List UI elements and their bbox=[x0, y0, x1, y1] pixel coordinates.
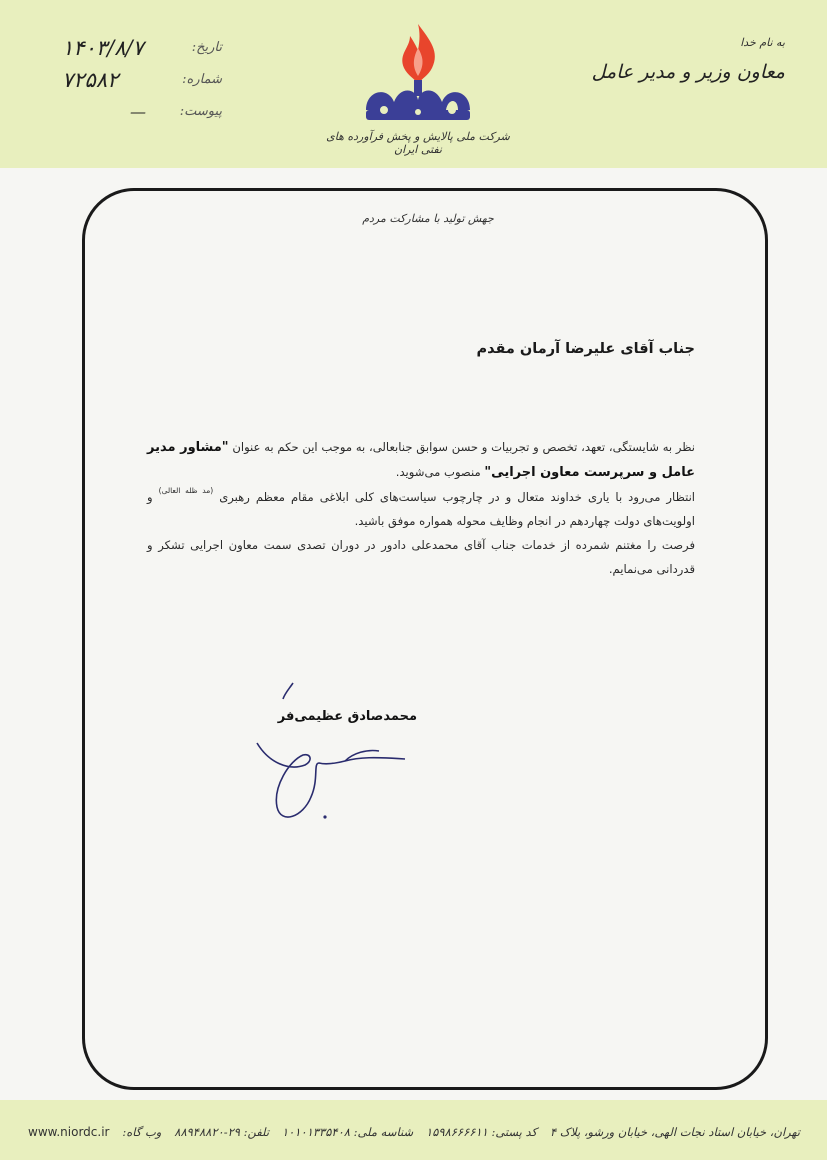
company-name: شرکت ملی پالایش و پخش فرآورده های نفتی ایران bbox=[326, 130, 510, 156]
footer-phone: تلفن: ۲۹-۸۸۹۴۸۸۲۰ bbox=[174, 1125, 270, 1139]
niordc-flame-logo-icon bbox=[358, 18, 478, 126]
paragraph-3: فرصت را مغتنم شمرده از خدمات جناب آقای محمدعلی دادور در دوران تصدی سمت معاون اجرایی تشکر و قدردانی می‌نمایم. bbox=[147, 538, 695, 576]
date-label: تاریخ: bbox=[191, 40, 222, 55]
recipient-line: جناب آقای علیرضا آرمان مقدم bbox=[476, 341, 695, 357]
letterhead-footer bbox=[0, 1100, 827, 1160]
paragraph-2-end: و اولویت‌های دولت چهاردهم در انجام وظایف محوله همواره موفق باشید. bbox=[147, 490, 695, 528]
footer-website-link[interactable]: www.niordc.ir bbox=[28, 1125, 110, 1139]
footer-contact-line bbox=[28, 1120, 800, 1144]
bismillah-text: به نام خدا bbox=[740, 36, 785, 49]
paragraph-1-intro: نظر به شایستگی، تعهد، تخصص و تجربیات و حسن سوابق جنابعالی، به موجب این حکم به عنوان bbox=[232, 440, 695, 454]
letter-frame bbox=[82, 188, 768, 1090]
paragraph-2-intro: انتظار می‌رود با یاری خداوند متعال و در چارچوب سیاست‌های کلی ابلاغی مقام معظم رهبری bbox=[219, 490, 696, 504]
attachment-label: پیوست: bbox=[179, 104, 222, 119]
office-title: معاون وزیر و مدیر عامل bbox=[591, 61, 785, 83]
year-slogan: جهش تولید با مشارکت مردم bbox=[362, 212, 494, 225]
handwritten-signature-icon bbox=[249, 679, 429, 829]
letter-meta-block bbox=[62, 36, 222, 132]
number-row bbox=[62, 68, 222, 100]
appointment-title: "مشاور مدیر عامل و سرپرست معاون اجرایی" bbox=[147, 440, 695, 480]
attachment-row bbox=[62, 100, 222, 132]
company-logo-block bbox=[318, 18, 518, 158]
footer-address: تهران، خیابان استاد نجات الهی، خیابان ورشو، پلاک ۴ bbox=[549, 1125, 800, 1139]
footer-website-label: وب گاه: bbox=[122, 1125, 162, 1139]
letterhead-header bbox=[0, 0, 827, 168]
attachment-value: — bbox=[130, 102, 146, 121]
paragraph-2 bbox=[147, 485, 695, 533]
date-value: ۱۴۰۳/۸/۷ bbox=[62, 36, 144, 60]
letter-body bbox=[147, 435, 695, 581]
date-row bbox=[62, 36, 222, 68]
signer-name: محمدصادق عظیمی‌فر bbox=[277, 709, 417, 724]
letterhead-title-block bbox=[585, 36, 785, 83]
number-value: ۷۲۵۸۲ bbox=[62, 68, 119, 92]
honorific-superscript: (مد ظله العالی) bbox=[158, 486, 214, 495]
footer-national-id: شناسه ملی: ۱۰۱۰۱۳۳۵۴۰۸ bbox=[281, 1125, 414, 1139]
footer-postal-code: کد پستی: ۱۵۹۸۶۶۶۶۱۱ bbox=[426, 1125, 538, 1139]
number-label: شماره: bbox=[182, 72, 222, 87]
paragraph-1 bbox=[147, 435, 695, 485]
paragraph-1-end: منصوب می‌شوید. bbox=[395, 465, 481, 479]
